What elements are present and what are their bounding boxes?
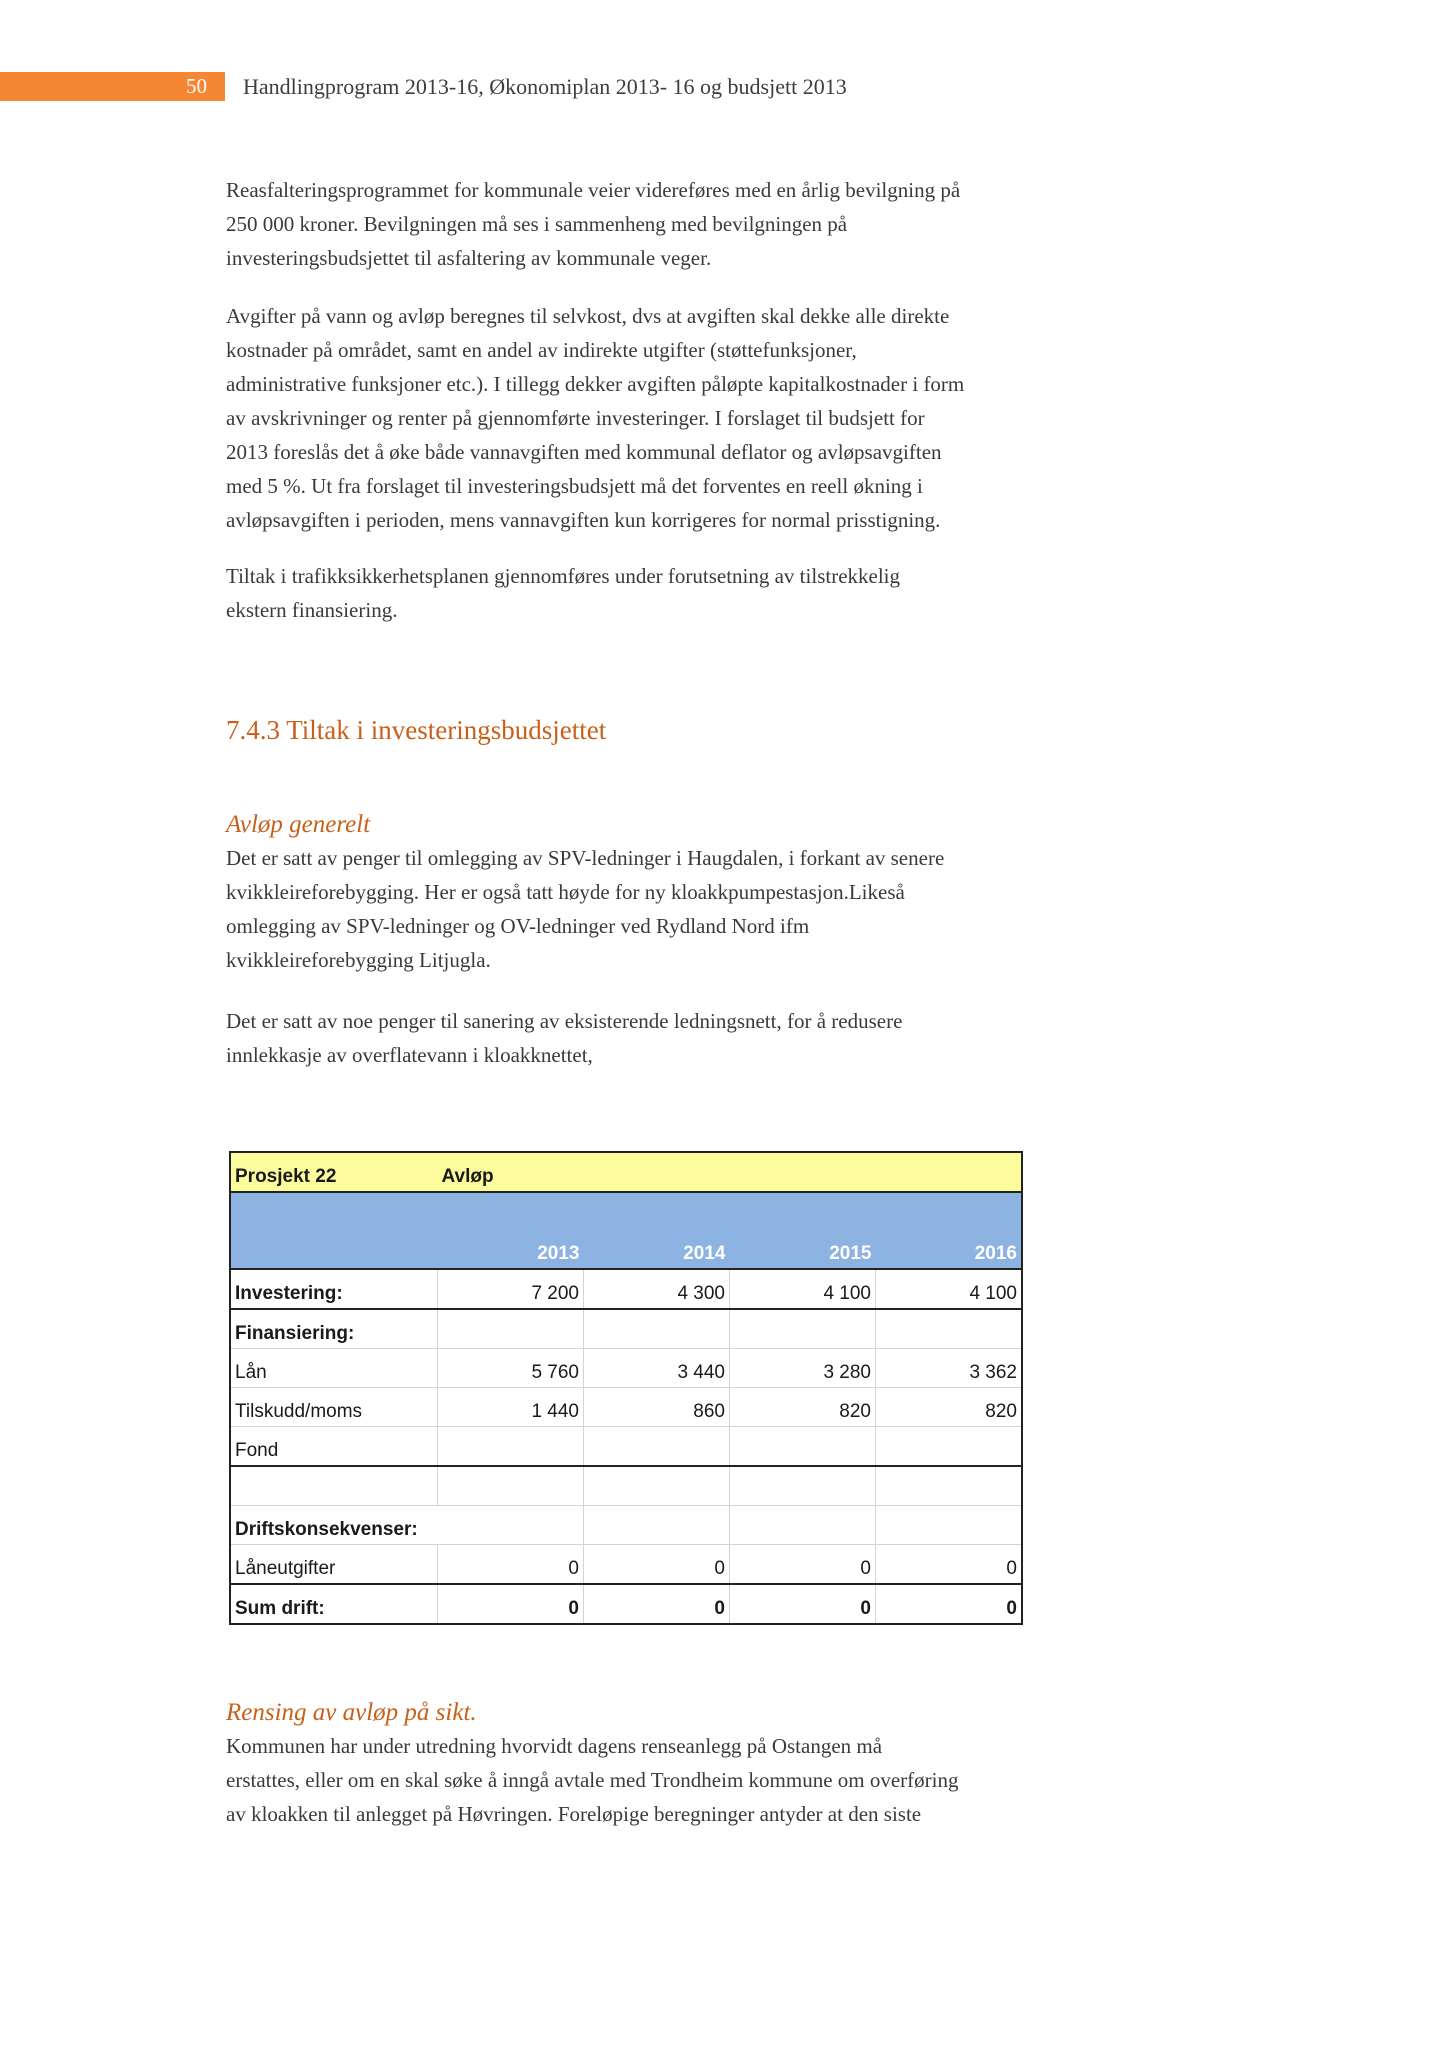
text-line: Tiltak i trafikksikkerhetsplanen gjennomføres under forutsetning av tilstrekkelig: [226, 564, 900, 588]
table-title-row: [230, 1152, 1022, 1192]
cell-value: 4 100: [876, 1269, 1023, 1309]
cell-value: 860: [584, 1388, 730, 1427]
text-line: avløpsavgiften i perioden, mens vannavgiften kun korrigeres for normal prisstigning.: [226, 508, 941, 532]
project-name: Avløp: [438, 1152, 584, 1192]
table-row-investering: [230, 1269, 1022, 1309]
subsection-rensing: [226, 1697, 1246, 1831]
row-label: Driftskonsekvenser:: [230, 1506, 438, 1545]
text-line: Det er satt av penger til omlegging av SPV-ledninger i Haugdalen, i forkant av senere: [226, 846, 945, 870]
text-line: innlekkasje av overflatevann i kloakknettet,: [226, 1043, 593, 1067]
text-line: av avskrivninger og renter på gjennomførte investeringer. I forslaget til budsjett for: [226, 406, 925, 430]
text-line: Reasfalteringsprogrammet for kommunale veier videreføres med en årlig bevilgning på: [226, 178, 961, 202]
text-line: 2013 foreslås det å øke både vannavgiften med kommunal deflator og avløpsavgiften: [226, 440, 942, 464]
paragraph-avgifter: [226, 299, 1246, 537]
cell-value: 0: [584, 1545, 730, 1585]
text-line: Kommunen har under utredning hvorvidt dagens renseanlegg på Ostangen må: [226, 1734, 883, 1758]
cell-value: 3 280: [730, 1349, 876, 1388]
row-label: Lån: [230, 1349, 438, 1388]
document-title: Handlingprogram 2013-16, Økonomiplan 2013- 16 og budsjett 2013: [243, 74, 847, 99]
text-line: kvikkleireforebygging Litjugla.: [226, 948, 491, 972]
cell-value: 4 300: [584, 1269, 730, 1309]
cell-value: 4 100: [730, 1269, 876, 1309]
text-line: med 5 %. Ut fra forslaget til investeringsbudsjett må det forventes en reell økning i: [226, 474, 923, 498]
paragraph-trafikksikkerhet: [226, 559, 1246, 627]
table-row-blank: [230, 1466, 1022, 1506]
table-row-finansiering: [230, 1309, 1022, 1349]
subsection-title: Avløp generelt: [226, 811, 371, 838]
year-header: 2013: [438, 1192, 584, 1269]
table-row-fond: [230, 1427, 1022, 1467]
cell-value: [876, 1427, 1023, 1467]
cell-value: 7 200: [438, 1269, 584, 1309]
text-line: erstattes, eller om en skal søke å inngå avtale med Trondheim kommune om overføring: [226, 1768, 959, 1792]
row-label: Sum drift:: [230, 1584, 438, 1624]
cell-value: 0: [876, 1584, 1023, 1624]
cell-value: 3 362: [876, 1349, 1023, 1388]
page-number: 50: [186, 74, 207, 98]
text-line: ekstern finansiering.: [226, 598, 398, 622]
year-header: 2014: [584, 1192, 730, 1269]
year-header: 2016: [876, 1192, 1023, 1269]
text-line: Avgifter på vann og avløp beregnes til selvkost, dvs at avgiften skal dekke alle direkte: [226, 304, 950, 328]
table-row-laneutgifter: [230, 1545, 1022, 1585]
table-row-tilskudd: [230, 1388, 1022, 1427]
project-budget-table: [229, 1151, 1023, 1625]
text-line: investeringsbudsjettet til asfaltering av kommunale veger.: [226, 246, 712, 270]
cell-value: 5 760: [438, 1349, 584, 1388]
cell-value: 0: [876, 1545, 1023, 1585]
text-line: omlegging av SPV-ledninger og OV-ledninger ved Rydland Nord ifm: [226, 914, 810, 938]
section-heading-block: [226, 713, 1246, 747]
cell-value: 0: [730, 1545, 876, 1585]
cell-value: [730, 1427, 876, 1467]
text-line: av kloakken til anlegget på Høvringen. Foreløpige beregninger antyder at den siste: [226, 1802, 922, 1826]
row-label: Fond: [230, 1427, 438, 1467]
row-label: Tilskudd/moms: [230, 1388, 438, 1427]
page-number-bar: [0, 72, 225, 101]
table-header-row: [230, 1192, 1022, 1269]
year-header: 2015: [730, 1192, 876, 1269]
text-line: kostnader på området, samt en andel av indirekte utgifter (støttefunksjoner,: [226, 338, 857, 362]
row-label: Investering:: [230, 1269, 438, 1309]
subsection-avlop-generelt: [226, 809, 1246, 977]
text-line: Det er satt av noe penger til sanering av eksisterende ledningsnett, for å redusere: [226, 1009, 903, 1033]
paragraph-sanering: [226, 1004, 1246, 1072]
table-row-lan: [230, 1349, 1022, 1388]
text-line: kvikkleireforebygging. Her er også tatt høyde for ny kloakkpumpestasjon.Likeså: [226, 880, 905, 904]
cell-value: [438, 1427, 584, 1467]
subsection-title: Rensing av avløp på sikt.: [226, 1699, 477, 1726]
row-label: Låneutgifter: [230, 1545, 438, 1585]
cell-value: 0: [730, 1584, 876, 1624]
cell-value: [584, 1427, 730, 1467]
text-line: 250 000 kroner. Bevilgningen må ses i sammenheng med bevilgningen på: [226, 212, 848, 236]
table-row-driftskonsekvenser: [230, 1506, 1022, 1545]
text-line: administrative funksjoner etc.). I tillegg dekker avgiften påløpte kapitalkostnader i form: [226, 372, 965, 396]
cell-value: 0: [438, 1545, 584, 1585]
table-row-sum-drift: [230, 1584, 1022, 1624]
cell-value: 820: [876, 1388, 1023, 1427]
cell-value: 1 440: [438, 1388, 584, 1427]
cell-value: 820: [730, 1388, 876, 1427]
row-label: Finansiering:: [230, 1309, 438, 1349]
project-label: Prosjekt 22: [230, 1152, 438, 1192]
cell-value: 0: [438, 1584, 584, 1624]
section-heading: 7.4.3 Tiltak i investeringsbudsjettet: [226, 715, 607, 745]
cell-value: 3 440: [584, 1349, 730, 1388]
paragraph-reasfaltering: [226, 173, 1246, 275]
cell-value: 0: [584, 1584, 730, 1624]
